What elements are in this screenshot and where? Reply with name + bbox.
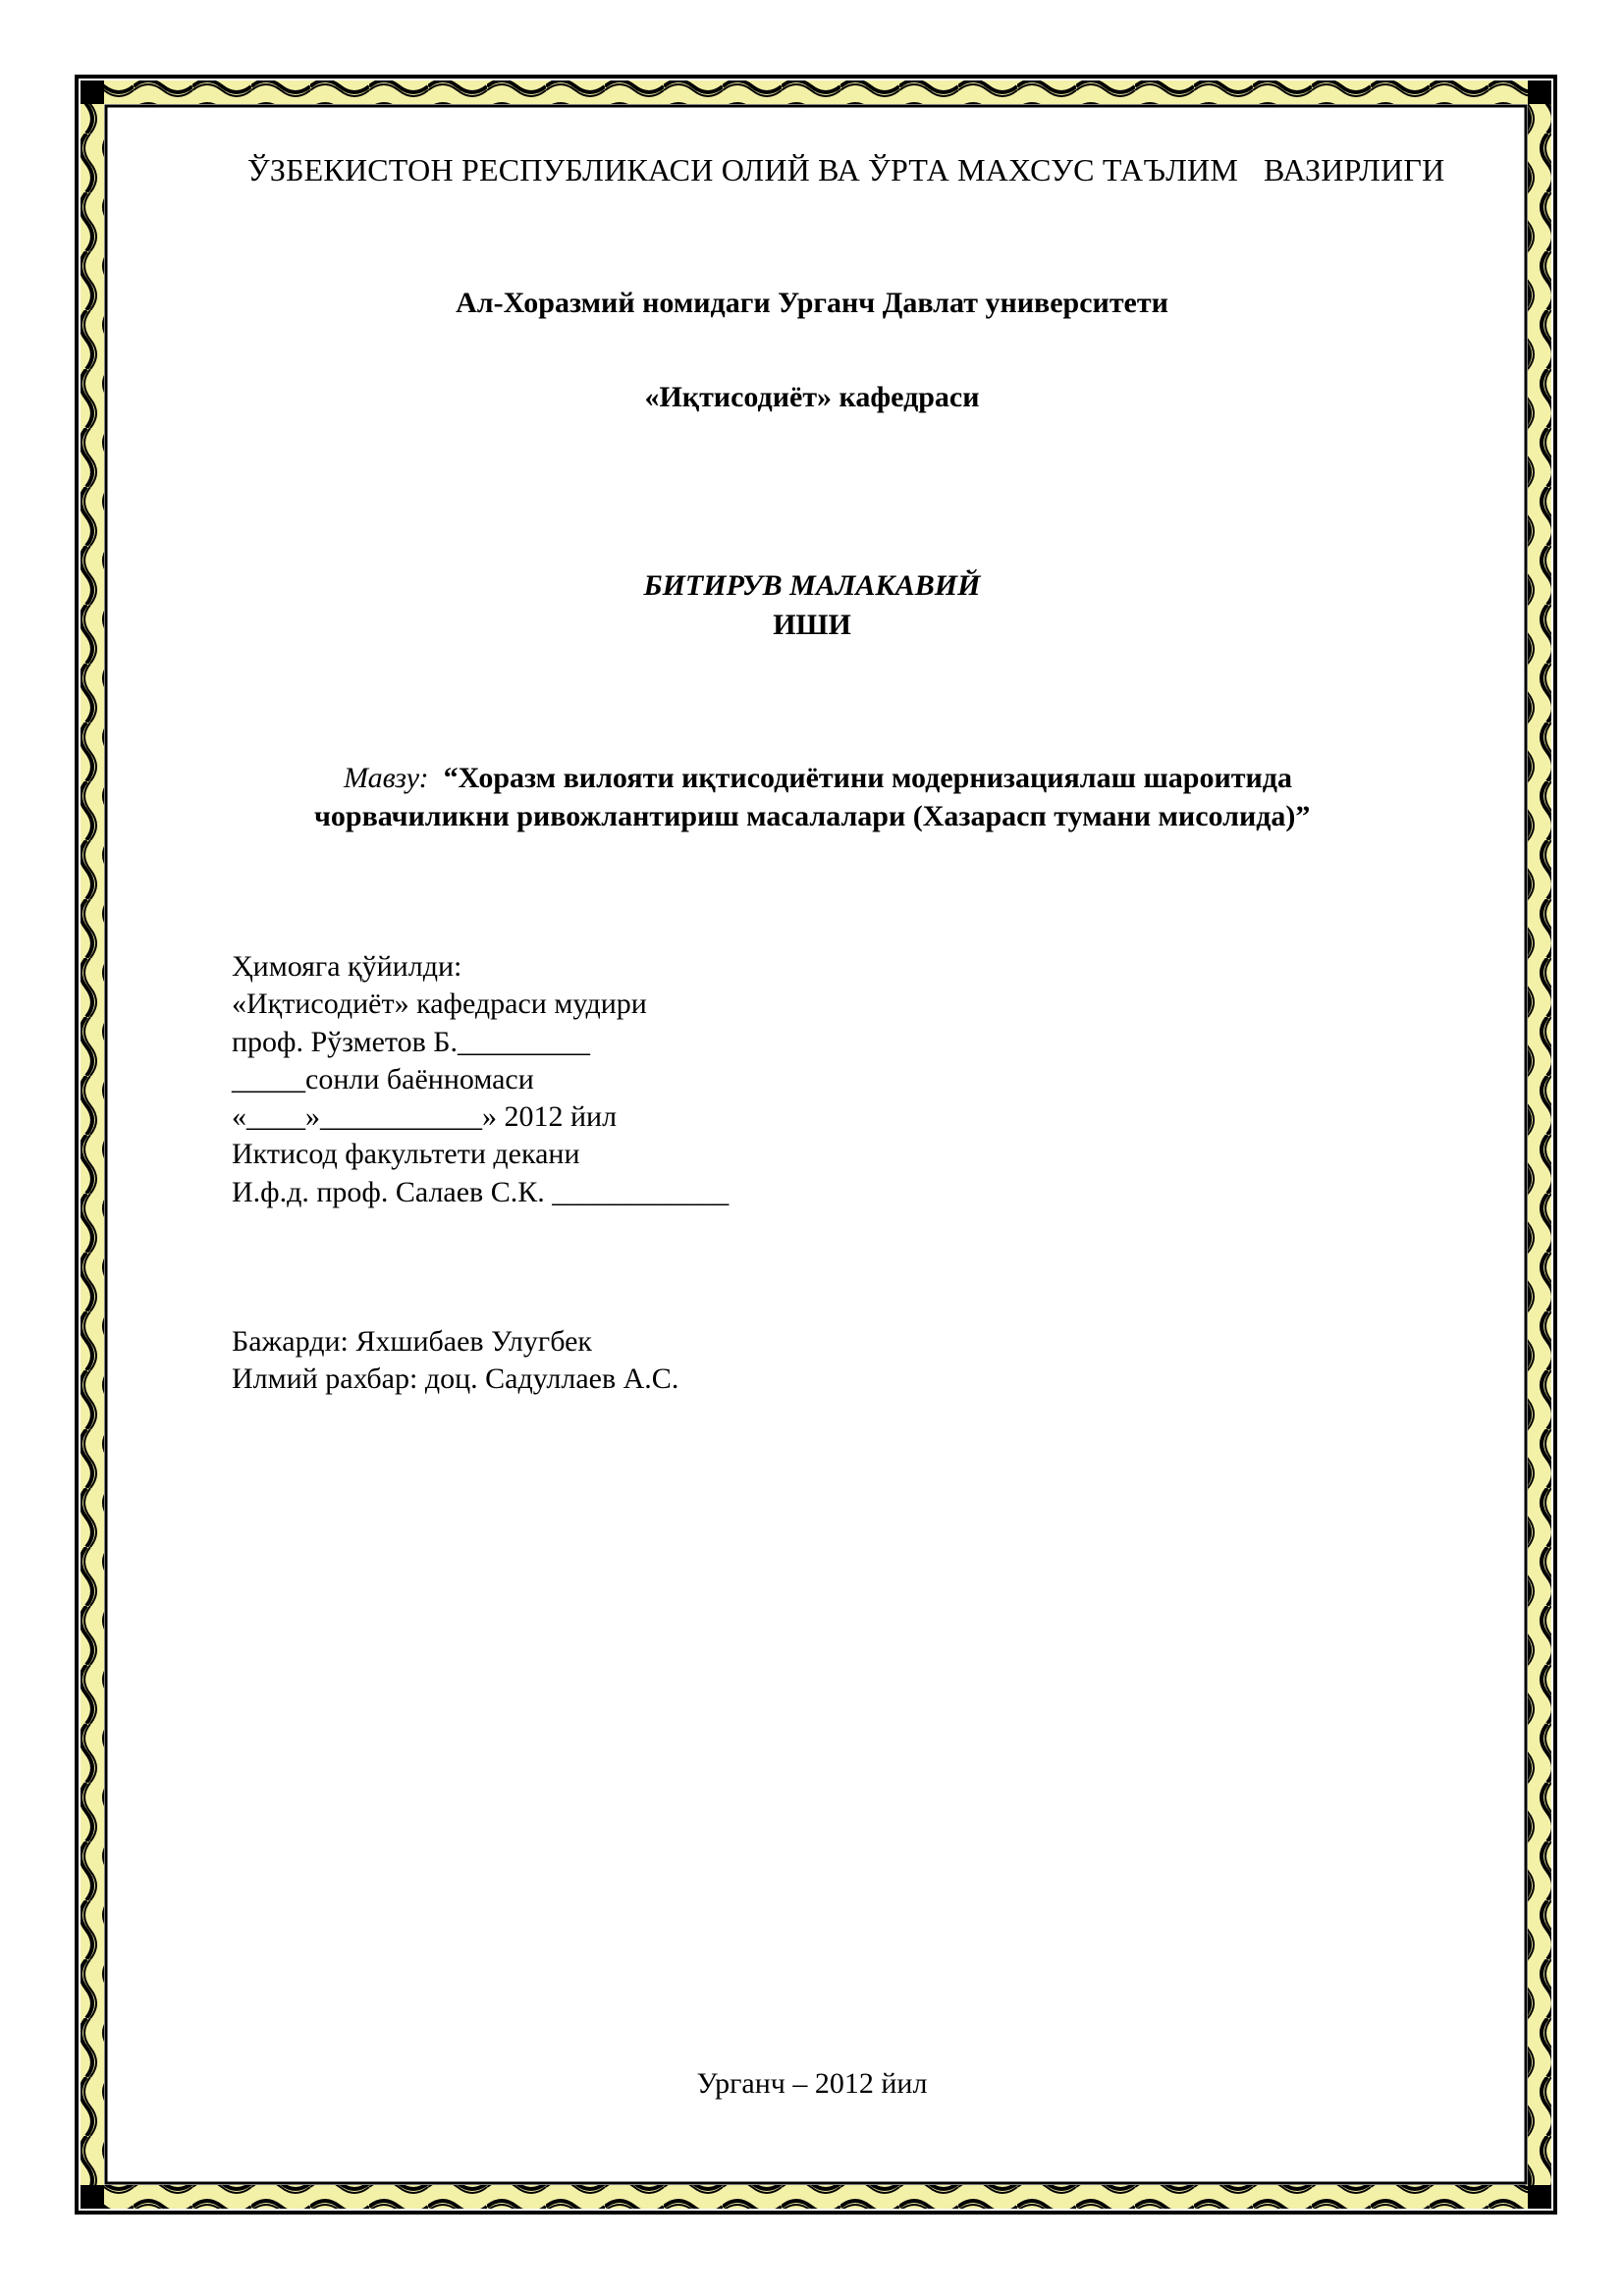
defense-line: проф. Рўзметов Б._________ — [232, 1025, 591, 1058]
work-type-line2: ИШИ — [773, 609, 851, 641]
topic-line1 — [344, 762, 1292, 795]
performer-line: Бажарди: Яхшибаев Улугбек — [232, 1325, 592, 1358]
defense-line: «Иқтисодиёт» кафедраси мудири — [232, 988, 647, 1021]
university-name: Ал-Хоразмий номидаги Урганч Давлат университети — [456, 287, 1168, 319]
defense-line: Ҳимояга қўйилди: — [232, 950, 462, 983]
topic-line2: чорвачиликни ривожлантириш масалалари (Хазарасп тумани мисолида)” — [314, 800, 1311, 832]
defense-line: «____»___________» 2012 йил — [232, 1100, 618, 1134]
topic-label: Мавзу: — [344, 762, 429, 794]
ministry-heading-part2: ВАЗИРЛИГИ — [1263, 152, 1445, 187]
defense-line: И.ф.д. проф. Салаев С.К. ____________ — [232, 1175, 730, 1208]
topic-text1: “Хоразм вилояти иқтисодиётини модернизациялаш шароитида — [443, 762, 1292, 794]
defense-line: _____сонли баённомаси — [232, 1062, 534, 1095]
ministry-heading — [247, 152, 1444, 188]
defense-line: Иктисод факультети декани — [232, 1138, 580, 1171]
supervisor-line: Илмий рахбар: доц. Садуллаев А.С. — [232, 1362, 679, 1396]
place-year-footer: Урганч – 2012 йил — [696, 2067, 928, 2100]
department-name: «Иқтисодиёт» кафедраси — [644, 381, 980, 413]
defense-approval-block — [232, 948, 729, 1211]
authors-block — [232, 1323, 678, 1399]
work-type-line1: БИТИРУВ МАЛАКАВИЙ — [643, 569, 981, 602]
ministry-heading-part1: ЎЗБЕКИСТОН РЕСПУБЛИКАСИ ОЛИЙ ВА ЎРТА МАХСУС ТАЪЛИМ — [247, 152, 1238, 187]
